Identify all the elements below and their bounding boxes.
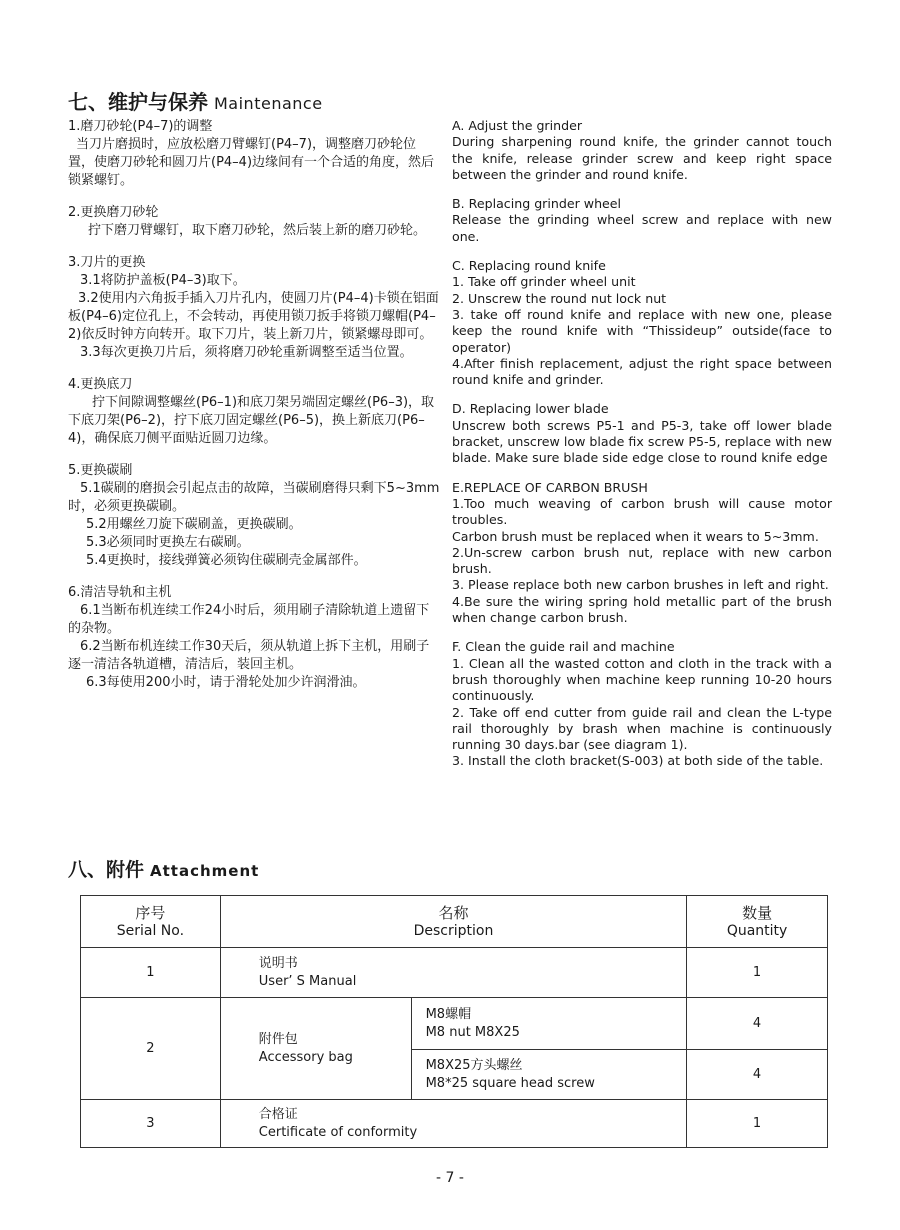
table-row	[81, 1100, 828, 1148]
zh-s3-1: 3.1将防护盖板(P4–3)取下。	[80, 273, 246, 288]
en-e-2: 2.Un-screw carbon brush nut, replace with new carbon brush.	[452, 544, 832, 577]
en-f-3: 3. Install the cloth bracket(S-003) at both side of the table.	[452, 753, 824, 769]
row2-item1-en: M8 nut M8X25	[425, 1024, 520, 1040]
en-b-title: B. Replacing grinder wheel	[452, 196, 622, 212]
header-qty-en: Quantity	[726, 922, 788, 939]
en-e-title: E.REPLACE OF CARBON BRUSH	[452, 479, 648, 495]
maintenance-heading-zh: 七、维护与保养	[68, 90, 208, 114]
maintenance-en-column	[452, 118, 832, 783]
row3-description	[220, 1100, 686, 1148]
row1-desc-en: User’ S Manual	[258, 973, 357, 989]
row1-description	[220, 948, 686, 998]
row2-description	[220, 998, 411, 1100]
en-f-title: F. Clean the guide rail and machine	[452, 639, 675, 655]
zh-s6-2: 6.2当断布机连续工作30天后，须从轨道上拆下主机，用刷子逐一清洁各轨道槽，清洁后，装回主机。	[68, 639, 430, 672]
en-section-e	[452, 480, 832, 627]
zh-s6-title: 6.清洁导轨和主机	[68, 585, 172, 600]
row2-item2	[411, 1050, 687, 1100]
en-c-4: 4.After finish replacement, adjust the right space between round knife and grinder.	[452, 355, 832, 388]
zh-section-3	[68, 254, 440, 362]
zh-s4-body: 拧下间隙调整螺丝(P6–1)和底刀架另端固定螺丝(P6–3)，取下底刀架(P6–2)，拧下底刀固定螺丝(P6–5)，换上新底刀(P6–4)，确保底刀侧平面贴近圆刀边缘。	[68, 395, 435, 446]
header-desc-zh: 名称	[438, 903, 469, 922]
header-serial-zh: 序号	[135, 903, 166, 922]
en-section-c	[452, 258, 832, 388]
zh-section-2	[68, 204, 440, 240]
zh-section-1	[68, 118, 440, 190]
attachment-heading-zh: 八、附件	[68, 859, 145, 881]
row3-quantity: 1	[687, 1100, 828, 1148]
row1-serial: 1	[81, 948, 221, 998]
row3-desc-en: Certificate of conformity	[258, 1124, 418, 1140]
maintenance-heading-en: Maintenance	[214, 94, 323, 113]
zh-s5-1: 5.1碳刷的磨损会引起点击的故障，当碳刷磨得只剩下5~3mm时，必须更换碳刷。	[68, 481, 440, 514]
zh-section-6	[68, 584, 440, 692]
en-section-b	[452, 196, 832, 245]
table-header-row	[81, 896, 828, 948]
zh-s5-3: 5.3必须同时更换左右碳刷。	[86, 535, 250, 550]
row2-item1	[411, 998, 687, 1050]
table-row	[81, 948, 828, 998]
header-quantity	[687, 896, 828, 948]
en-c-title: C. Replacing round knife	[452, 258, 606, 274]
en-a-title: A. Adjust the grinder	[452, 118, 583, 133]
zh-s1-title: 1.磨刀砂轮(P4–7)的调整	[68, 119, 213, 134]
maintenance-zh-column	[68, 118, 440, 706]
zh-s6-1: 6.1当断布机连续工作24小时后，须用刷子清除轨道上遗留下的杂物。	[68, 603, 430, 636]
en-c-2: 2. Unscrew the round nut lock nut	[452, 290, 667, 306]
en-d-title: D. Replacing lower blade	[452, 401, 609, 417]
en-e-3: 3. Please replace both new carbon brushes in left and right.	[452, 577, 829, 593]
row3-serial: 3	[81, 1100, 221, 1148]
zh-s5-title: 5.更换碳刷	[68, 463, 133, 478]
row2-desc-en: Accessory bag	[258, 1049, 353, 1065]
header-description	[220, 896, 686, 948]
row2-item2-zh: M8X25方头螺丝	[425, 1057, 523, 1073]
header-serial	[81, 896, 221, 948]
row2-serial: 2	[81, 998, 221, 1100]
en-b-body: Release the grinding wheel screw and replace with new one.	[452, 212, 832, 244]
zh-s2-body: 拧下磨刀臂螺钉，取下磨刀砂轮，然后装上新的磨刀砂轮。	[88, 223, 427, 238]
zh-s5-2: 5.2用螺丝刀旋下碳刷盖，更换碳刷。	[86, 517, 302, 532]
row2-item2-en: M8*25 square head screw	[425, 1075, 595, 1091]
attachment-table	[80, 895, 828, 1148]
en-e-1b: Carbon brush must be replaced when it wears to 5~3mm.	[452, 528, 819, 544]
zh-section-5	[68, 462, 440, 570]
header-serial-en: Serial No.	[116, 922, 185, 939]
row2-item1-zh: M8螺帽	[425, 1006, 472, 1022]
zh-s4-title: 4.更换底刀	[68, 377, 133, 392]
en-f-2: 2. Take off end cutter from guide rail and clean the L-type rail thoroughly by brash when machine is continuously running 30 days.bar (see diagram 1).	[452, 704, 832, 753]
zh-s1-body: 当刀片磨损时，应放松磨刀臂螺钉(P4–7)，调整磨刀砂轮位置，使磨刀砂轮和圆刀片(P4–4)边缘间有一个合适的角度，然后锁紧螺钉。	[68, 137, 435, 188]
table-row	[81, 998, 828, 1050]
en-f-1: 1. Clean all the wasted cotton and cloth in the track with a brush thoroughly when machine keep running 10-20 hours continuously.	[452, 655, 832, 704]
row2-item1-quantity: 4	[687, 998, 828, 1050]
en-e-1: 1.Too much weaving of carbon brush will cause motor troubles.	[452, 495, 832, 528]
zh-s3-title: 3.刀片的更换	[68, 255, 146, 270]
en-section-f	[452, 639, 832, 769]
header-qty-zh: 数量	[742, 903, 773, 922]
zh-section-4	[68, 376, 440, 448]
zh-s2-title: 2.更换磨刀砂轮	[68, 205, 159, 220]
en-d-body: Unscrew both screws P5-1 and P5-3, take off lower blade bracket, unscrew low blade fix screw P5-5, replace with new blade. Make sure blade side edge close to round knife edge	[452, 417, 832, 466]
attachment-heading-en: Attachment	[150, 862, 260, 880]
page-number: - 7 -	[436, 1170, 464, 1186]
zh-s3-3: 3.3每次更换刀片后，须将磨刀砂轮重新调整至适当位置。	[80, 345, 413, 360]
header-desc-en: Description	[413, 922, 494, 939]
row2-desc-zh: 附件包	[258, 1031, 298, 1047]
row1-quantity: 1	[687, 948, 828, 998]
zh-s6-3: 6.3每使用200小时，请于滑轮处加少许润滑油。	[86, 675, 366, 690]
en-section-a	[452, 118, 832, 183]
en-a-body: During sharpening round knife, the grinder cannot touch the knife, release grinder screw and keep right space between the grinder and round knife.	[452, 134, 832, 182]
en-e-4: 4.Be sure the wiring spring hold metallic part of the brush when change carbon brush.	[452, 593, 832, 626]
attachment-heading	[68, 855, 259, 882]
row3-desc-zh: 合格证	[258, 1106, 298, 1122]
en-c-1: 1. Take off grinder wheel unit	[452, 274, 636, 290]
zh-s5-4: 5.4更换时，接线弹簧必须钩住碳刷壳金属部件。	[86, 553, 367, 568]
en-c-3: 3. take off round knife and replace with new one, please keep the round knife with “Thissideup” outside(face to operator)	[452, 306, 832, 355]
en-section-d	[452, 401, 832, 466]
row1-desc-zh: 说明书	[258, 955, 298, 971]
row2-item2-quantity: 4	[687, 1050, 828, 1100]
maintenance-heading	[68, 86, 323, 115]
zh-s3-2: 3.2使用内六角扳手插入刀片孔内，使圆刀片(P4–4)卡锁在铝面板(P4–6)定位孔上，不会转动，再使用锁刀扳手将锁刀螺帽(P4–2)依反时钟方向转开。取下刀片，装上新刀片，锁紧螺母即可。	[68, 291, 439, 342]
